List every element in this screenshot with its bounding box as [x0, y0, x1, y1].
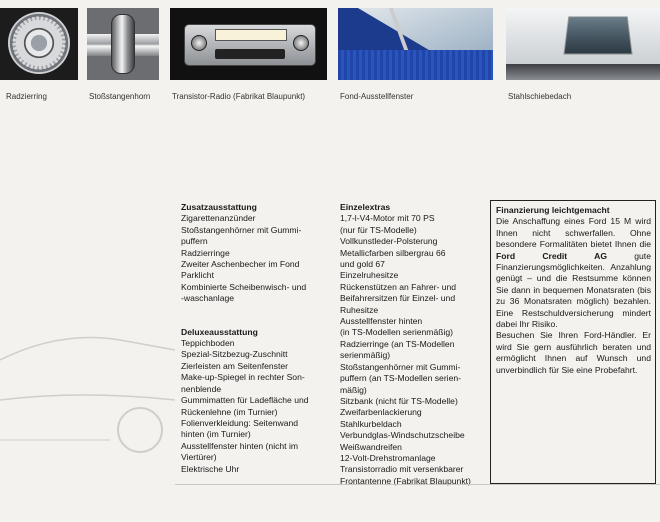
list-item: Radzierringe (an TS-Modellen	[340, 338, 455, 349]
list-item: Stahlkurbeldach	[340, 418, 402, 429]
zusatz-list	[181, 213, 331, 304]
list-item: Ruhesitze	[340, 304, 379, 315]
list-item: Transistorradio mit versenkbarer	[340, 464, 464, 475]
section-heading: Finanzierung leichtgemacht	[496, 205, 610, 215]
sunroof-photo	[506, 8, 660, 80]
list-item: Einzelruhesitze	[340, 270, 399, 281]
list-item: puffern (an TS-Modellen serien-	[340, 373, 462, 384]
list-item: und gold 67	[340, 259, 385, 270]
ford-credit-name: Ford Credit AG	[496, 250, 607, 261]
list-item: Radzierringe	[181, 247, 230, 258]
list-item: nenblende	[181, 383, 222, 394]
list-item: (nur für TS-Modelle)	[340, 224, 417, 235]
einzel-list	[340, 213, 485, 487]
list-item: Frontantenne (Fabrikat Blaupunkt)	[340, 475, 471, 486]
bumper-horn-photo	[87, 8, 159, 80]
list-item: (in TS-Modellen serienmäßig)	[340, 327, 454, 338]
deluxe-list	[181, 338, 331, 475]
list-item: -waschanlage	[181, 293, 235, 304]
list-item: Viertürer)	[181, 452, 217, 463]
list-item: Stoßstangenhörner mit Gummi-	[181, 224, 302, 235]
column-single-extras	[340, 202, 485, 487]
photo-caption: Fond-Ausstellfenster	[340, 92, 414, 101]
list-item: Stoßstangenhörner mit Gummi-	[340, 361, 461, 372]
bottom-divider	[175, 484, 660, 485]
list-item: Elektrische Uhr	[181, 463, 240, 474]
list-item: Vollkunstleder-Polsterung	[340, 236, 438, 247]
list-item: Metallicfarben silbergrau 66	[340, 247, 446, 258]
radio-photo	[170, 8, 327, 80]
list-item: 12-Volt-Drehstromanlage	[340, 452, 436, 463]
list-item: Ausstellfenster hinten	[340, 316, 423, 327]
list-item: mäßig)	[340, 384, 367, 395]
list-item: hinten (im Turnier)	[181, 429, 251, 440]
list-item: Weißwandreifen	[340, 441, 402, 452]
hubcap-photo	[0, 8, 78, 80]
section-heading: Einzelextras	[340, 202, 391, 212]
photo-caption: Transistor-Radio (Fabrikat Blaupunkt)	[172, 92, 306, 101]
section-heading: Deluxeausstattung	[181, 326, 258, 337]
list-item: 1,7-l-V4-Motor mit 70 PS	[340, 213, 435, 224]
financing-text: Die Anschaffung eines Ford 15 M wird Ihnen nicht schwerfallen. Ohne besondere Formalitäten bietet Ihnen die	[496, 216, 651, 250]
list-item: Rückenlehne (im Turnier)	[181, 406, 278, 417]
photo-caption: Stahlschiebedach	[508, 92, 572, 101]
list-item: Kombinierte Scheibenwisch- und	[181, 281, 307, 292]
list-item: Zweifarbenlackierung	[340, 407, 422, 418]
dealer-paragraph: Besuchen Sie Ihren Ford-Händler. Er wird Sie gern ausführlich beraten und ermöglicht Ihnen auf Wunsch und unverbindlich für Sie eine Probefahrt.	[496, 330, 651, 375]
list-item: Zierleisten am Seitenfenster	[181, 360, 288, 371]
list-item: Folienverkleidung: Seitenwand	[181, 417, 299, 428]
list-item: Zigarettenanzünder	[181, 213, 256, 224]
background-car-drawing	[0, 300, 175, 460]
list-item: Teppichboden	[181, 338, 235, 349]
list-item: Beifahrersitzen für Einzel- und	[340, 293, 456, 304]
list-item: Parklicht	[181, 270, 214, 281]
rear-window-photo	[338, 8, 493, 80]
list-item: Ausstellfenster hinten (nicht im	[181, 440, 299, 451]
section-heading: Zusatzausstattung	[181, 202, 257, 212]
list-item: Gummimatten für Ladefläche und	[181, 395, 309, 406]
list-item: Zweiter Aschenbecher im Fond	[181, 259, 300, 270]
list-item: puffern	[181, 236, 208, 247]
financing-paragraph	[496, 216, 651, 330]
list-item: serienmäßig)	[340, 350, 391, 361]
financing-text: gute Finanzierungsmöglichkeiten. Anzahlung genügt – und die Restsumme können Sie dann in bequemen Monatsraten (bis zu 36 Monatsraten möglich) bezahlen. Eine Restschuldversicherung mindert dabei Ihr Risiko.	[496, 250, 651, 330]
photo-caption: Stoßstangenhorn	[89, 92, 151, 101]
financing-box	[490, 200, 656, 484]
list-item: Rückenstützen an Fahrer- und	[340, 281, 457, 292]
list-item: Sitzbank (nicht für TS-Modelle)	[340, 395, 458, 406]
list-item: Spezial-Sitzbezug-Zuschnitt	[181, 349, 288, 360]
column-standard-extras	[181, 202, 331, 475]
photo-caption: Radzierring	[6, 92, 47, 101]
list-item: Make-up-Spiegel in rechter Son-	[181, 372, 305, 383]
list-item: Verbundglas-Windschutzscheibe	[340, 430, 465, 441]
equipment-columns	[175, 202, 660, 484]
photo-row	[0, 8, 660, 80]
